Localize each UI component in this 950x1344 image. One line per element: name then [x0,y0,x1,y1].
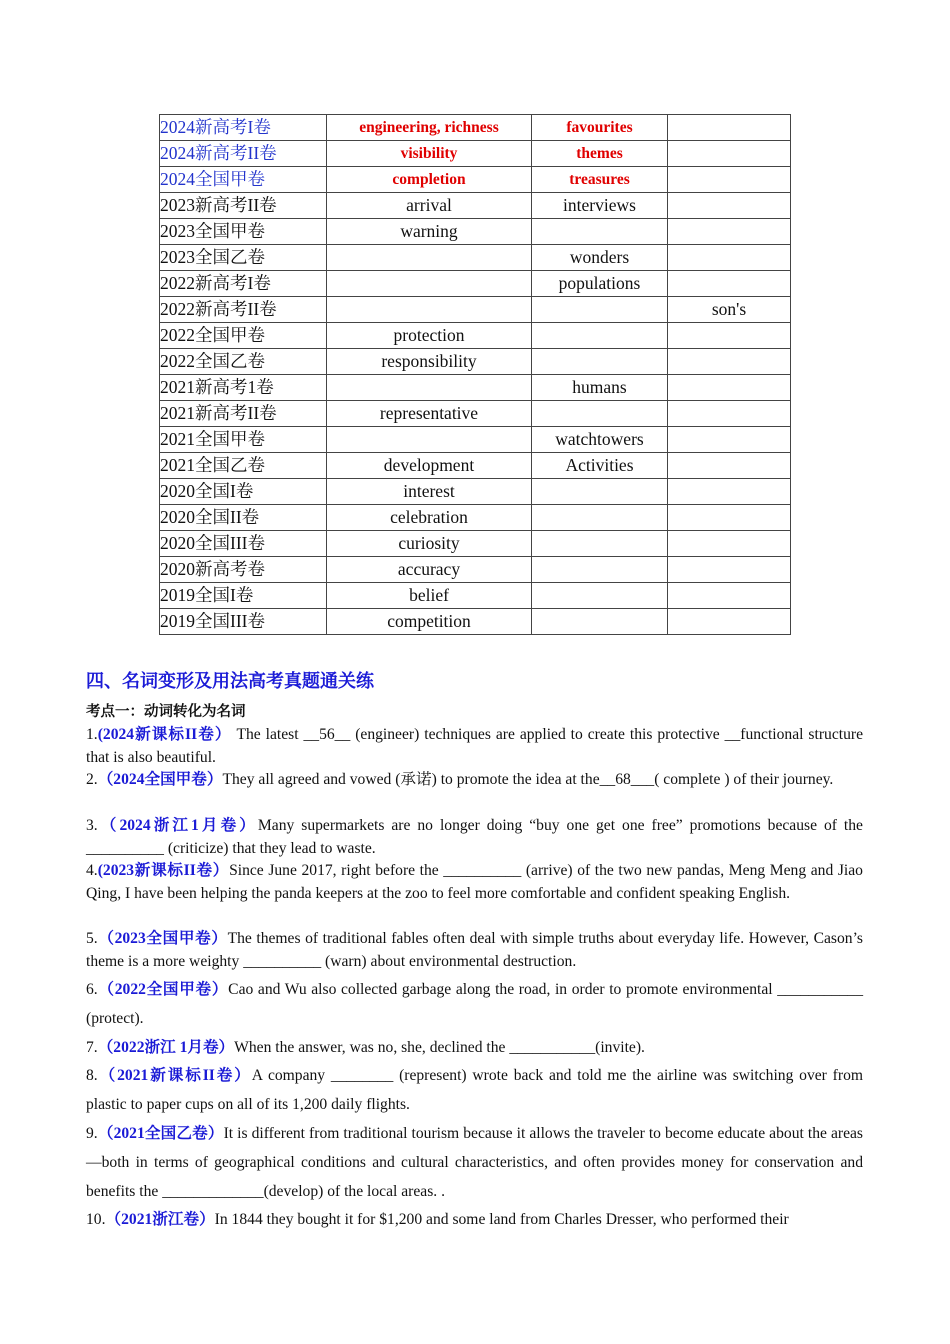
table-cell-answer [327,271,532,297]
question-3: 3.（2024浙江1月卷）Many supermarkets are no longer doing “buy one get one free” promotions because of the __________ (criticize) that they lead to waste. [86,817,863,857]
table-row [160,349,791,375]
question-7: 7.（2022浙江 1月卷）When the answer, was no, she, declined the ___________(invite). [86,1039,645,1056]
table-cell-answer: themes [532,141,668,167]
table-cell-year: 2022全国乙卷 [160,349,327,375]
question-2: 2.（2024全国甲卷）They all agreed and vowed (承诺) to promote the idea at the__68___( complete ) of their journey. [86,771,834,788]
table-cell-answer: development [327,453,532,479]
table-cell-answer [668,427,791,453]
table-row [160,375,791,401]
table-cell-answer [668,375,791,401]
table-cell-answer: celebration [327,505,532,531]
table-row [160,167,791,193]
table-cell-answer: populations [532,271,668,297]
section-subheading: 考点一：动词转化为名词 [86,704,246,720]
table-cell-answer: completion [327,167,532,193]
table-cell-answer: Activities [532,453,668,479]
table-cell-answer: warning [327,219,532,245]
table-cell-year: 2024全国甲卷 [160,167,327,193]
table-cell-answer [532,401,668,427]
table-cell-answer [668,323,791,349]
table-cell-year: 2020全国II卷 [160,505,327,531]
exam-words-table [159,114,791,635]
table-row [160,479,791,505]
table-cell-answer [668,245,791,271]
table-row [160,115,791,141]
table-cell-answer: wonders [532,245,668,271]
table-row [160,245,791,271]
table-cell-answer [668,479,791,505]
table-cell-answer [327,245,532,271]
table-cell-answer [532,505,668,531]
table-cell-year: 2024新高考I卷 [160,115,327,141]
table-row [160,323,791,349]
table-cell-answer [668,271,791,297]
table-cell-year: 2022全国甲卷 [160,323,327,349]
table-cell-answer: curiosity [327,531,532,557]
table-cell-answer: responsibility [327,349,532,375]
question-9: 9.（2021全国乙卷）It is different from traditional tourism because it allows the traveler to become educate about the areas—both in terms of geographical conditions and cultural characteristics, and often provides money for conservation and benefits the _____________(develop) of the local areas. . [86,1125,863,1200]
table-row [160,271,791,297]
table-cell-year: 2021新高考II卷 [160,401,327,427]
table-row [160,427,791,453]
table-cell-answer: engineering, richness [327,115,532,141]
table-cell-year: 2021全国乙卷 [160,453,327,479]
table-cell-answer [668,193,791,219]
table-cell-answer: accuracy [327,557,532,583]
table-cell-answer: competition [327,609,532,635]
table-cell-answer [532,349,668,375]
table-row [160,453,791,479]
table-cell-answer: interviews [532,193,668,219]
table-cell-answer [668,583,791,609]
table-cell-answer [532,531,668,557]
table-cell-answer: arrival [327,193,532,219]
table-cell-answer [668,531,791,557]
table-cell-answer [668,219,791,245]
table-cell-answer [532,479,668,505]
table-cell-answer [668,453,791,479]
question-6: 6.（2022全国甲卷）Cao and Wu also collected garbage along the road, in order to promote environmental ___________ (protect). [86,981,863,1027]
table-row [160,531,791,557]
table-cell-answer [668,115,791,141]
table-cell-answer [532,219,668,245]
table-cell-answer [327,427,532,453]
section-heading: 四、名词变形及用法高考真题通关练 [86,671,374,692]
question-1: 1.(2024新课标II卷） The latest __56__ (engineer) techniques are applied to create this protective __functional structure that is also beautiful. [86,726,863,766]
table-cell-answer: humans [532,375,668,401]
table-cell-year: 2024新高考II卷 [160,141,327,167]
table-cell-year: 2021全国甲卷 [160,427,327,453]
question-8: 8.（2021新课标II卷）A company ________ (represent) wrote back and told me the airline was switching over from plastic to paper cups on all of its 1,200 daily flights. [86,1067,863,1113]
table-row [160,505,791,531]
table-row [160,219,791,245]
table-cell-answer [668,557,791,583]
table-cell-year: 2020全国III卷 [160,531,327,557]
table-cell-answer [668,505,791,531]
table-cell-answer [668,609,791,635]
table-row [160,401,791,427]
table-cell-answer: interest [327,479,532,505]
table-cell-year: 2021新高考1卷 [160,375,327,401]
question-5: 5.（2023全国甲卷）The themes of traditional fables often deal with simple truths about everyday life. However, Cason’s theme is a more weighty __________ (warn) about environmental destruction. [86,930,863,970]
table-cell-answer: representative [327,401,532,427]
table-cell-answer: son's [668,297,791,323]
table-cell-answer [668,349,791,375]
table-cell-year: 2020全国I卷 [160,479,327,505]
table-cell-year: 2022新高考I卷 [160,271,327,297]
table-cell-answer [532,323,668,349]
question-10: 10.（2021浙江卷）In 1844 they bought it for $1,200 and some land from Charles Dresser, who performed their [86,1211,789,1228]
table-row [160,557,791,583]
table-cell-answer [668,401,791,427]
table-cell-answer [532,609,668,635]
table-cell-year: 2019全国III卷 [160,609,327,635]
question-4: 4.(2023新课标II卷）Since June 2017, right before the __________ (arrive) of the two new pandas, Meng Meng and Jiao Qing, I have been helping the panda keepers at the zoo to feel more comfortable and confident speaking English. [86,862,863,902]
table-cell-answer: protection [327,323,532,349]
table-cell-answer: favourites [532,115,668,141]
table-cell-answer: belief [327,583,532,609]
table-row [160,609,791,635]
table-cell-year: 2023新高考II卷 [160,193,327,219]
table-cell-answer: watchtowers [532,427,668,453]
table-cell-year: 2022新高考II卷 [160,297,327,323]
table-cell-answer [327,297,532,323]
table-cell-year: 2023全国甲卷 [160,219,327,245]
table-cell-answer [532,557,668,583]
table-cell-answer [532,297,668,323]
table-row [160,583,791,609]
table-cell-year: 2020新高考卷 [160,557,327,583]
table-cell-answer: visibility [327,141,532,167]
table-cell-answer [668,167,791,193]
table-row [160,141,791,167]
table-cell-year: 2019全国I卷 [160,583,327,609]
table-row [160,297,791,323]
table-cell-answer [532,583,668,609]
table-cell-answer [668,141,791,167]
table-row [160,193,791,219]
table-cell-answer [327,375,532,401]
table-cell-answer: treasures [532,167,668,193]
table-cell-year: 2023全国乙卷 [160,245,327,271]
